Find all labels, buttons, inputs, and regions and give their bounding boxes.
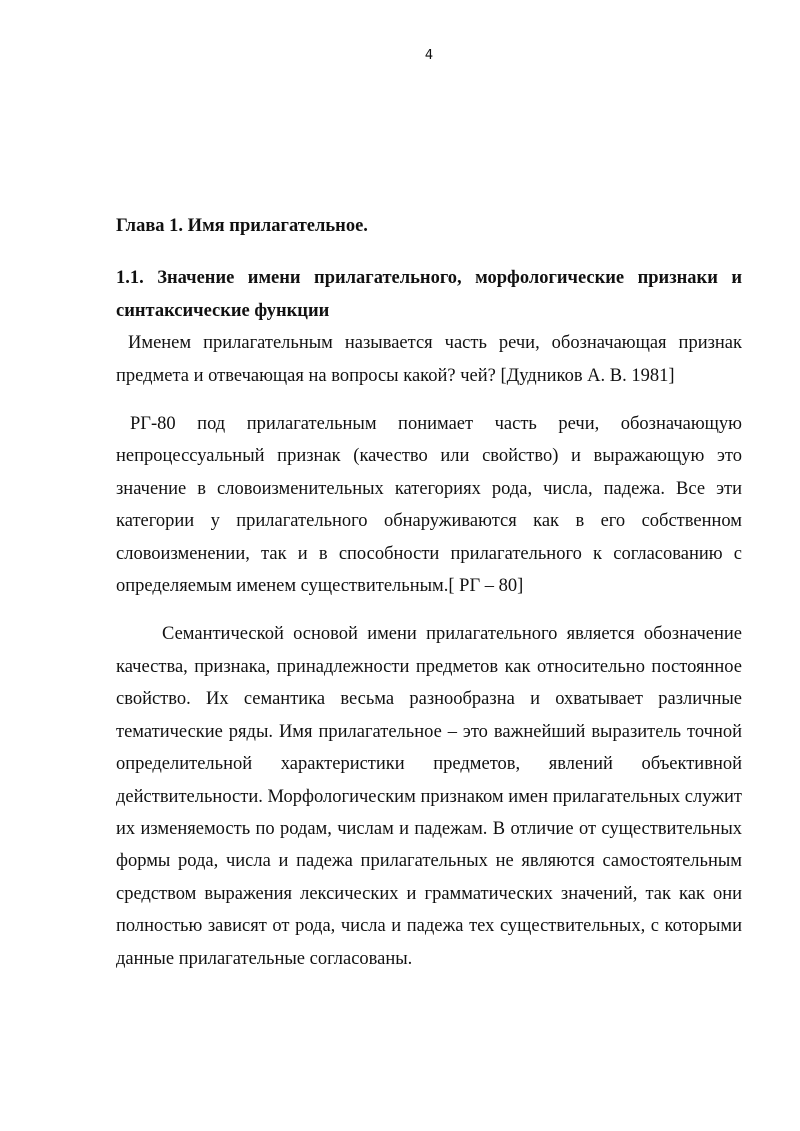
paragraph-rg80: РГ-80 под прилагательным понимает часть речи, обозначающую непроцессуальный признак (качество или свойство) и выражающую это значение в словоизменительных категориях рода, числа, падежа. Все эти категории у прилагательного обнаруживаются как в его собственном словоизменении, так и в способности прилагательного к согласованию с определяемым именем существительным.[ РГ – 80] (116, 414, 742, 597)
section-title: 1.1. Значение имени прилагательного, морфологические признаки и синтаксические функции (116, 268, 742, 321)
paragraph-definition: Именем прилагательным называется часть речи, обозначающая признак предмета и отвечающая на вопросы какой? чей? [Дудников А. В. 1981] (116, 333, 742, 386)
document-body (116, 210, 742, 975)
chapter-title: Глава 1. Имя прилагательное. (116, 216, 368, 236)
paragraph-semantics: Семантической основой имени прилагательного является обозначение качества, признака, принадлежности предметов как относительно постоянное свойство. Их семантика весьма разнообразна и охватывает различные тематические ряды. Имя прилагательное – это важнейший выразитель точной определительной характеристики предметов, явлений объективной действительности. Морфологическим признаком имен прилагательных служит их изменяемость по родам, числам и падежам. В отличие от существительных формы рода, числа и падежа прилагательных не являются самостоятельным средством выражения лексических и грамматических значений, так как они полностью зависят от рода, числа и падежа тех существительных, с которыми данные прилагательные согласованы. (116, 624, 742, 969)
page-number: 4 (424, 48, 434, 63)
